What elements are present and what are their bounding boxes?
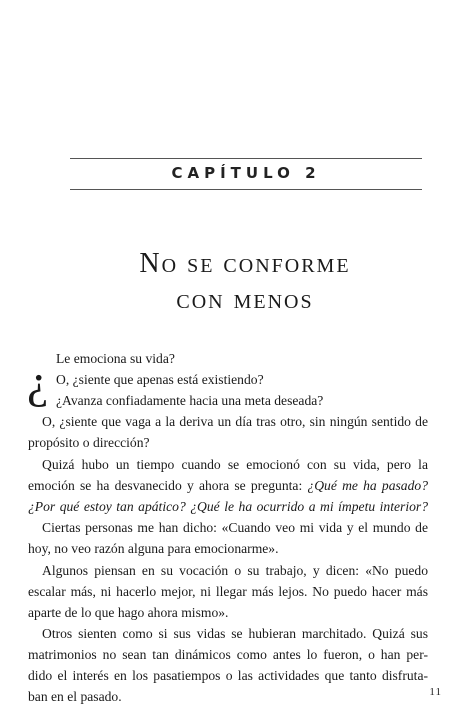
body-line: matrimonios no sean tan dinámicos como antes lo fueron, o han per- <box>28 647 428 662</box>
chapter-title-line-2: con menos <box>176 284 314 315</box>
body-line: ban en el pasado. <box>28 689 122 704</box>
body-line: O, ¿siente que apenas está existiendo? <box>56 372 264 387</box>
body-line: propósito o dirección? <box>28 435 150 450</box>
body-line <box>28 479 428 493</box>
chapter-rule-bottom <box>70 189 422 190</box>
body-line: aparte de lo que hago ahora mismo». <box>28 605 229 620</box>
body-line: dido el interés en los pasatiempos o las actividades que tanto disfruta- <box>28 668 428 683</box>
body-italic-text: ¿Qué me ha pasado? <box>307 478 428 493</box>
body-line: Ciertas personas me han dicho: «Cuando veo mi vida y el mundo de <box>42 520 428 535</box>
body-line: O, ¿siente que vaga a la deriva un día tras otro, sin ningún sentido de <box>42 414 428 429</box>
body-line <box>28 500 428 514</box>
chapter-label: CAPÍTULO 2 <box>171 164 321 182</box>
page-number: 11 <box>429 686 442 698</box>
body-line: Otros sienten como si sus vidas se hubieran marchitado. Quizá sus <box>42 626 428 641</box>
body-italic-text: ¿Por qué estoy tan apático? ¿Qué le ha ocurrido a mi ímpetu interior? <box>28 499 428 514</box>
body-text: emoción se ha desvanecido y ahora se pregunta: <box>28 478 308 493</box>
body-line: hoy, no veo razón alguna para emocionarme». <box>28 541 279 556</box>
drop-cap: ¿ <box>27 355 49 408</box>
body-line: Le emociona su vida? <box>56 351 175 366</box>
chapter-rule-top <box>70 158 422 159</box>
body-line: escalar más, ni hacerlo mejor, ni llegar más lejos. No puedo hacer más <box>28 584 428 599</box>
chapter-title-line-1: No se conforme <box>139 248 351 279</box>
body-line: Algunos piensan en su vocación o su trabajo, y dicen: «No puedo <box>42 563 428 578</box>
body-line: Quizá hubo un tiempo cuando se emocionó con su vida, pero la <box>42 457 428 472</box>
body-line: ¿Avanza confiadamente hacia una meta deseada? <box>56 393 324 408</box>
